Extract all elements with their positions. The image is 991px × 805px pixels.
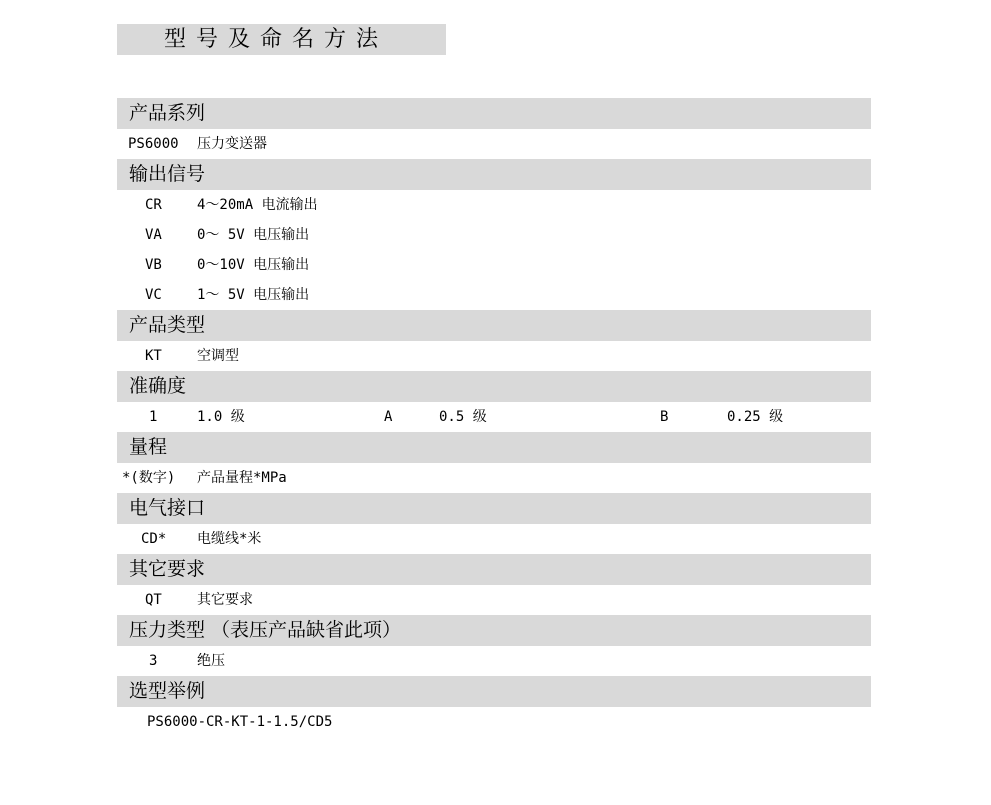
option-code: CD* [141, 531, 167, 547]
option-code: 1 [149, 409, 158, 425]
option-code: 3 [149, 653, 158, 669]
option-code: VC [145, 287, 162, 303]
section-header-output: 输出信号 [117, 159, 871, 190]
option-code: A [384, 409, 393, 425]
table-row [117, 341, 871, 371]
option-description: 产品量程*MPa [197, 470, 287, 486]
option-code: VA [145, 227, 162, 243]
section-header-range: 量程 [117, 432, 871, 463]
option-code: B [660, 409, 669, 425]
option-code: *(数字) [122, 470, 176, 486]
table-row [117, 402, 871, 432]
table-row [117, 463, 871, 493]
table-row [117, 190, 871, 220]
option-description: 0.25 级 [727, 409, 784, 425]
table-row [117, 585, 871, 615]
option-description: 0～ 5V 电压输出 [197, 227, 310, 243]
option-description: 4～20mA 电流输出 [197, 197, 318, 213]
option-description: 0～10V 电压输出 [197, 257, 310, 273]
section-header-series: 产品系列 [117, 98, 871, 129]
section-header-type: 产品类型 [117, 310, 871, 341]
option-description: 空调型 [197, 348, 239, 364]
option-description: 压力变送器 [197, 136, 267, 152]
option-code: PS6000 [128, 136, 179, 152]
table-row [117, 524, 871, 554]
table-row [117, 646, 871, 676]
section-header-other: 其它要求 [117, 554, 871, 585]
option-description: 电缆线*米 [197, 531, 262, 547]
model-naming-table [117, 98, 871, 737]
option-description: 其它要求 [197, 592, 253, 608]
example-row [117, 707, 871, 737]
option-code: VB [145, 257, 162, 273]
table-row [117, 250, 871, 280]
section-header-pressure-type: 压力类型 （表压产品缺省此项） [117, 615, 871, 646]
table-row [117, 280, 871, 310]
page-title: 型号及命名方法 [117, 24, 446, 55]
section-header-accuracy: 准确度 [117, 371, 871, 402]
example-model-code: PS6000-CR-KT-1-1.5/CD5 [147, 714, 333, 730]
option-description: 1～ 5V 电压输出 [197, 287, 310, 303]
section-header-connection: 电气接口 [117, 493, 871, 524]
table-row [117, 220, 871, 250]
table-row [117, 129, 871, 159]
option-code: KT [145, 348, 162, 364]
option-description: 1.0 级 [197, 409, 245, 425]
option-code: QT [145, 592, 162, 608]
section-header-example: 选型举例 [117, 676, 871, 707]
option-code: CR [145, 197, 162, 213]
option-description: 绝压 [197, 653, 225, 669]
option-description: 0.5 级 [439, 409, 487, 425]
